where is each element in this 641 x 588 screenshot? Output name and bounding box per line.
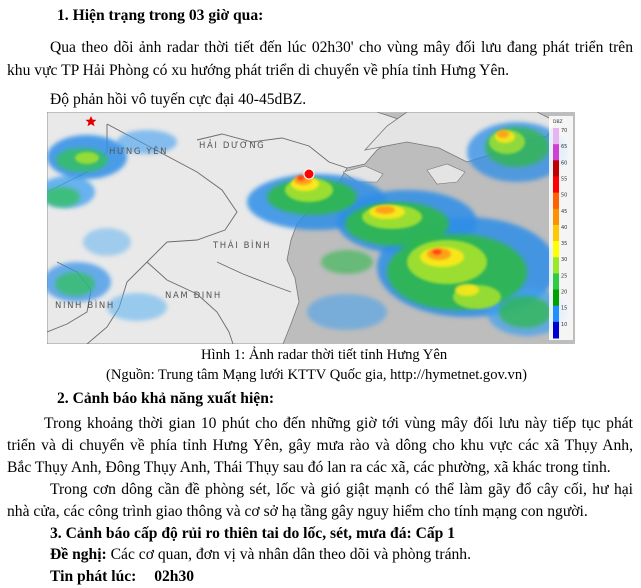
dbz-scale-swatch bbox=[553, 193, 559, 210]
dbz-scale-unit: DBZ bbox=[553, 120, 563, 125]
label-hung-yen: HƯNG YÊN bbox=[109, 147, 169, 157]
radar-image bbox=[47, 112, 575, 344]
label-hai-duong: HẢI DƯƠNG bbox=[199, 141, 266, 151]
dbz-scale-swatch bbox=[553, 257, 559, 274]
section-2-paragraph-2-line-1: Trong cơn dông cần đề phòng sét, lốc và gió giật mạnh có thể làm gãy đổ cây cối, hư hại bbox=[50, 481, 633, 498]
label-thai-binh: THÁI BÌNH bbox=[213, 241, 272, 251]
radar-station-marker bbox=[304, 169, 314, 179]
dbz-scale-tick-label: 50 bbox=[561, 192, 568, 199]
dbz-scale-tick-label: 30 bbox=[561, 257, 568, 264]
dbz-scale-swatch bbox=[553, 306, 559, 323]
section-1-heading: 1. Hiện trạng trong 03 giờ qua: bbox=[57, 7, 264, 24]
dbz-scale-tick-label: 55 bbox=[561, 176, 568, 183]
dbz-color-scale bbox=[549, 116, 573, 340]
dbz-scale-swatch bbox=[553, 241, 559, 258]
section-2-paragraph-1-line-3: Bắc Thụy Anh, Đông Thụy Anh, Thái Thụy sau đó lan ra các xã, các phường, xã khác trong tỉnh. bbox=[7, 459, 611, 476]
dbz-scale-tick-label: 35 bbox=[561, 241, 568, 248]
dbz-scale-tick-label: 70 bbox=[561, 128, 568, 134]
section-2-paragraph-1-line-1: Trong khoảng thời gian 10 phút cho đến những giờ tới vùng mây đối lưu này tiếp tục phát bbox=[44, 415, 633, 432]
dbz-scale-tick-label: 10 bbox=[561, 321, 568, 328]
dbz-scale-tick-label: 15 bbox=[561, 305, 568, 312]
section-3-heading: 3. Cảnh báo cấp độ rủi ro thiên tai do lốc, sét, mưa đá: Cấp 1 bbox=[50, 525, 456, 542]
advice-line bbox=[50, 544, 471, 566]
label-ninh-binh: NINH BÌNH bbox=[55, 301, 115, 311]
dbz-scale-swatch bbox=[553, 322, 559, 339]
dbz-scale-tick-label: 40 bbox=[561, 224, 568, 231]
label-nam-dinh: NAM ĐỊNH bbox=[165, 291, 222, 301]
dbz-scale-swatch bbox=[553, 160, 559, 177]
dbz-scale-swatch bbox=[553, 128, 559, 145]
section-2-heading: 2. Cảnh báo khả năng xuất hiện: bbox=[57, 390, 275, 407]
section-1-paragraph-line-2: khu vực TP Hải Phòng có xu hướng phát triển di chuyển về phía tỉnh Hưng Yên. bbox=[7, 62, 510, 79]
dbz-scale-swatch bbox=[553, 225, 559, 242]
advice-text: Các cơ quan, đơn vị và nhân dân theo dõi và phòng tránh. bbox=[110, 546, 471, 563]
dbz-scale-swatch bbox=[553, 290, 559, 307]
dbz-scale-tick-label: 45 bbox=[561, 208, 568, 215]
issued-label: Tin phát lúc: bbox=[50, 568, 137, 585]
dbz-scale-swatch bbox=[553, 209, 559, 226]
section-1-paragraph-line-1: Qua theo dõi ảnh radar thời tiết đến lúc 02h30' cho vùng mây đối lưu đang phát triển trên bbox=[50, 39, 633, 56]
figure-caption: Hình 1: Ảnh radar thời tiết tỉnh Hưng Yên bbox=[201, 347, 448, 363]
issued-line bbox=[50, 566, 194, 588]
dbz-scale-tick-label: 60 bbox=[561, 160, 568, 167]
section-2-paragraph-2-line-2: nhà cửa, các công trình giao thông và cơ sở hạ tầng gây nguy hiểm cho tính mạng con người. bbox=[7, 503, 588, 520]
advice-label: Đề nghị: bbox=[50, 546, 107, 563]
issued-time: 02h30 bbox=[154, 568, 195, 585]
dbz-scale-swatch bbox=[553, 144, 559, 161]
section-1-reflectivity-text: Độ phản hồi vô tuyến cực đại 40-45dBZ. bbox=[50, 91, 307, 108]
figure-source: (Nguồn: Trung tâm Mạng lưới KTTV Quốc gia, http://hymetnet.gov.vn) bbox=[106, 367, 527, 383]
dbz-scale-tick-label: 65 bbox=[561, 144, 568, 151]
dbz-scale-tick-label: 20 bbox=[561, 289, 568, 296]
dbz-scale-swatch bbox=[553, 176, 559, 193]
dbz-scale-tick-label: 25 bbox=[561, 273, 568, 280]
dbz-scale-swatch bbox=[553, 273, 559, 290]
section-2-paragraph-1-line-2: triển và di chuyển về phía tỉnh Hưng Yên, gây mưa rào và dông cho khu vực các xã Thụy Anh, bbox=[7, 437, 633, 454]
